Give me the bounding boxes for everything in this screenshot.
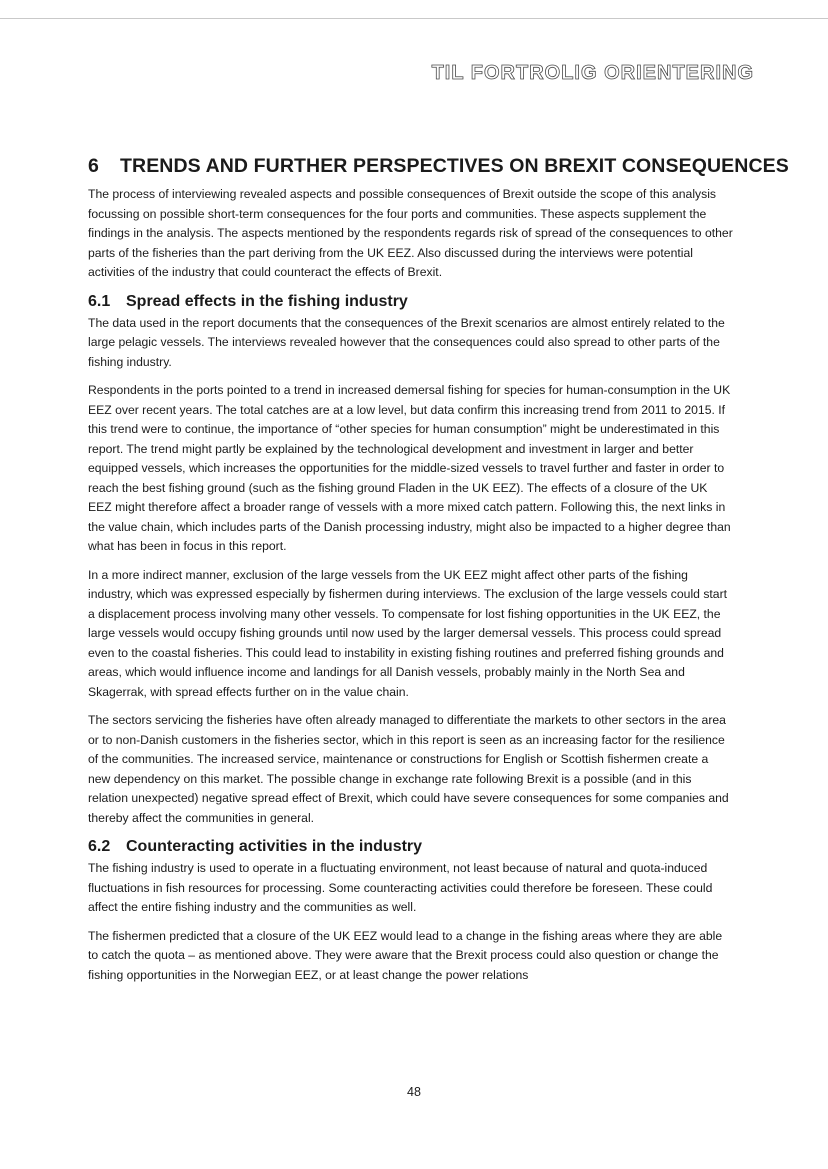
- section-6-1-paragraph: Respondents in the ports pointed to a trend in increased demersal fishing for species for human-consumption in the UK EEZ over recent years. The total catches are at a low level, but data confirm this increasing trend from 2011 to 2015. If this trend were to continue, the importance of “other species for human consumption” might be underestimated in this report. The trend might partly be explained by the technological development and investment in larger and better equipped vessels, which increases the opportunities for the middle-sized vessels to travel further and faster in order to reach the best fishing ground (such as the fishing ground Fladen in the UK EEZ). The effects of a closure of the UK EEZ might therefore affect a broader range of vessels with a more mixed catch pattern. Following this, the next links in the value chain, which includes parts of the Danish processing industry, might also be impacted to a higher degree than what has been in focus in this report.: [88, 383, 731, 553]
- section-6-heading: [88, 155, 789, 178]
- section-6-1-paragraph: In a more indirect manner, exclusion of the large vessels from the UK EEZ might affect other parts of the fishing industry, which was expressed especially by fishermen during interviews. The exclusion of the large vessels could start a displacement process involving many other vessels. To compensate for lost fishing opportunities in the UK EEZ, the large vessels would occupy fishing grounds until now used by the larger demersal vessels. This process could spread even to the coastal fisheries. This could lead to instability in existing fishing routines and preferred fishing grounds and areas, which would influence income and landings for all Danish vessels, probably mainly in the North Sea and Skagerrak, with spread effects further on in the value chain.: [88, 567, 728, 699]
- top-rule: [0, 18, 828, 19]
- section-6-2-paragraph: The fishing industry is used to operate in a fluctuating environment, not least because of natural and quota-induced fluctuations in fish resources for processing. Some counteracting activities could therefore be foreseen. These could affect the entire fishing industry and the communities as well.: [88, 861, 713, 914]
- section-6-intro: The process of interviewing revealed aspects and possible consequences of Brexit outside the scope of this analysis focussing on possible short-term consequences for the four ports and communities. These aspects supplement the findings in the analysis. The aspects mentioned by the respondents regards risk of spread of the consequences to other parts of the fisheries than the part deriving from the UK EEZ. Also discussed during the interviews were potential activities of the industry that could counteract the effects of Brexit.: [88, 187, 733, 279]
- section-6-1-title: Spread effects in the fishing industry: [126, 292, 408, 310]
- section-6-1-number: 6.1: [88, 292, 111, 310]
- section-6-2-paragraph: The fishermen predicted that a closure of the UK EEZ would lead to a change in the fishing areas where they are able to catch the quota – as mentioned above. They were aware that the Brexit process could also question or change the fishing opportunities in the Norwegian EEZ, or at least change the power relations: [88, 928, 723, 982]
- page-number: 48: [407, 1085, 421, 1099]
- confidential-stamp: TIL FORTROLIG ORIENTERING: [431, 62, 754, 84]
- section-6-2-number: 6.2: [88, 838, 111, 855]
- section-6-1-paragraph: The sectors servicing the fisheries have often already managed to differentiate the markets to other sectors in the area or to non-Danish customers in the fisheries sector, which in this report is seen as an increasing factor for the resilience of the communities. The increased service, maintenance or constructions for English or Scottish fishermen create a new dependency on this market. The possible change in exchange rate following Brexit is a possible (and in this relation unexpected) negative spread effect of Brexit, which could have severe consequences for some companies and thereby affect the communities in general.: [88, 713, 729, 825]
- section-6-number: 6: [88, 155, 99, 177]
- section-6-1-paragraph: The data used in the report documents that the consequences of the Brexit scenarios are almost entirely related to the large pelagic vessels. The interviews revealed however that the consequences could also spread to other parts of the fishing industry.: [88, 315, 725, 369]
- section-6-2-heading: [88, 838, 733, 856]
- page-content: [88, 155, 789, 994]
- section-6-title: TRENDS AND FURTHER PERSPECTIVES ON BREXIT CONSEQUENCES: [120, 155, 789, 177]
- section-6-1-heading: [88, 293, 733, 311]
- section-6-2-title: Counteracting activities in the industry: [126, 838, 423, 855]
